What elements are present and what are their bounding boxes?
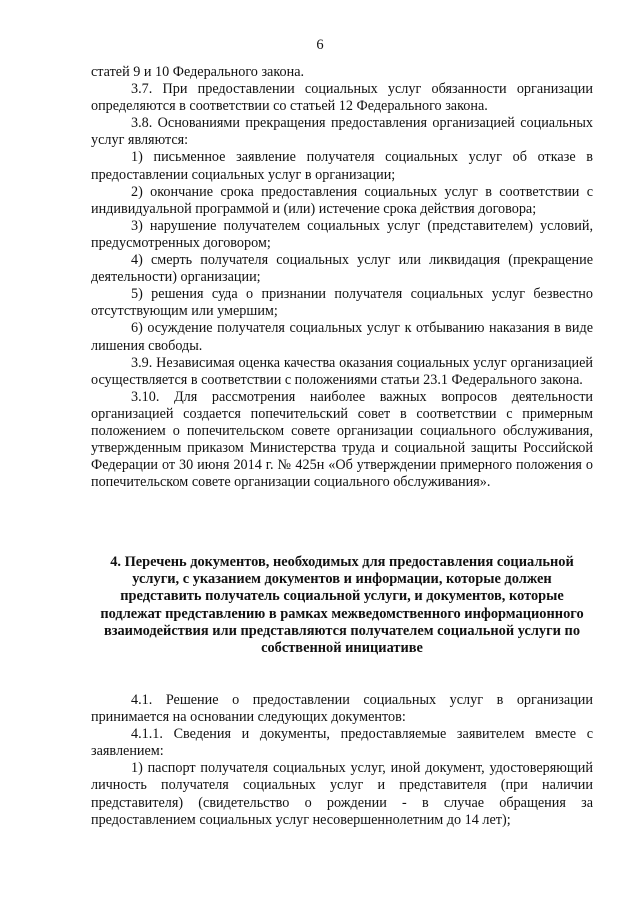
paragraph: 4.1.1. Сведения и документы, предоставляемые заявителем вместе с заявлением: (91, 726, 593, 760)
paragraph: 1) письменное заявление получателя социальных услуг об отказе в предоставлении социальных услуг в организации; (91, 149, 593, 183)
paragraph: 6) осуждение получателя социальных услуг к отбыванию наказания в виде лишения свободы. (91, 320, 593, 354)
paragraph: 3) нарушение получателем социальных услуг (представителем) условий, предусмотренных договором; (91, 217, 593, 251)
paragraph: 4) смерть получателя социальных услуг или ликвидация (прекращение деятельности) организации; (91, 252, 593, 286)
paragraph: 2) окончание срока предоставления социальных услуг в соответствии с индивидуальной программой и (или) истечение срока действия договора; (91, 183, 593, 217)
section-heading: 4. Перечень документов, необходимых для предоставления социальной услуги, с указанием документов и информации, которые должен представить получатель социальной услуги, и документов, которые подлежат представлению в рамках межведомственного информационного взаимодействия или представляются получателем социальной услуги по собственной инициативе (100, 554, 584, 657)
paragraph: 3.7. При предоставлении социальных услуг обязанности организации определяются в соответствии со статьей 12 Федерального закона. (91, 81, 593, 115)
page-number: 6 (316, 37, 324, 53)
body-text-bottom (91, 692, 593, 829)
paragraph: 3.8. Основаниями прекращения предоставления организацией социальных услуг являются: (91, 115, 593, 149)
paragraph: 5) решения суда о признании получателя социальных услуг безвестно отсутствующим или умершим; (91, 286, 593, 320)
paragraph: 3.10. Для рассмотрения наиболее важных вопросов деятельности организацией создается попечительский совет в соответствии с примерным положением о попечительском совете организации социального обслуживания, утвержденным приказом Министерства труда и социальной защиты Российской Федерации от 30 июня 2014 г. № 425н «Об утверждении примерного положения о попечительском совете организации социального обслуживания». (91, 388, 593, 491)
paragraph: статей 9 и 10 Федерального закона. (91, 64, 305, 80)
paragraph: 3.9. Независимая оценка качества оказания социальных услуг организацией осуществляется в соответствии с положениями статьи 23.1 Федерального закона. (91, 354, 593, 388)
body-text-top (91, 64, 593, 491)
paragraph: 4.1. Решение о предоставлении социальных услуг в организации принимается на основании следующих документов: (91, 692, 593, 726)
paragraph: 1) паспорт получателя социальных услуг, иной документ, удостоверяющий личность получателя социальных услуг и представителя (при наличии представителя) (свидетельство о рождении - в случае обращения за предоставлением социальных услуг несовершеннолетним до 14 лет); (91, 760, 593, 828)
